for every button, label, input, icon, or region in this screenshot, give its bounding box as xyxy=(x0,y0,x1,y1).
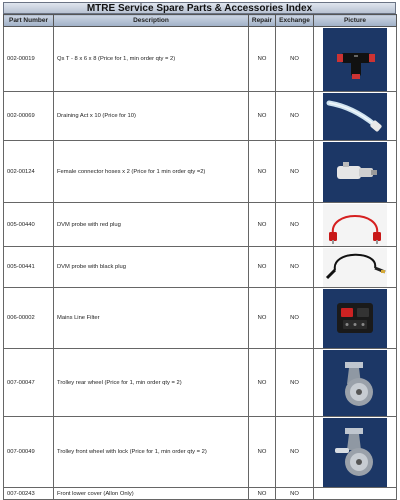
exchange-cell: NO xyxy=(276,488,314,500)
picture-cell xyxy=(314,288,397,349)
repair-cell: NO xyxy=(249,417,276,488)
description-cell: Trolley rear wheel (Price for 1, min order qty = 2) xyxy=(54,349,249,417)
black-probe-image xyxy=(323,248,387,287)
picture-cell xyxy=(314,141,397,203)
part-number-cell: 005-00441 xyxy=(4,247,54,288)
part-number-cell: 007-00047 xyxy=(4,349,54,417)
drain-tube-image xyxy=(323,93,387,140)
repair-cell: NO xyxy=(249,27,276,92)
picture-cell xyxy=(314,488,397,500)
part-number-cell: 007-00049 xyxy=(4,417,54,488)
part-number-cell: 006-00002 xyxy=(4,288,54,349)
tee-fitting-image xyxy=(323,28,387,91)
description-cell: DVM probe with black plug xyxy=(54,247,249,288)
picture-cell xyxy=(314,417,397,488)
picture-cell xyxy=(314,27,397,92)
description-cell: Female connector hoses x 2 (Price for 1 min order qty =2) xyxy=(54,141,249,203)
picture-cell xyxy=(314,92,397,141)
table-header-row xyxy=(4,15,397,27)
repair-cell: NO xyxy=(249,349,276,417)
table-row xyxy=(4,288,397,349)
exchange-cell: NO xyxy=(276,203,314,247)
repair-cell: NO xyxy=(249,203,276,247)
col-header-part-number: Part Number xyxy=(4,15,54,27)
index-title: MTRE Service Spare Parts & Accessories Index xyxy=(3,2,396,14)
table-row xyxy=(4,141,397,203)
exchange-cell: NO xyxy=(276,247,314,288)
description-cell: Mains Line Filter xyxy=(54,288,249,349)
part-number-cell: 002-00124 xyxy=(4,141,54,203)
picture-cell xyxy=(314,247,397,288)
exchange-cell: NO xyxy=(276,349,314,417)
col-header-picture: Picture xyxy=(314,15,397,27)
picture-cell xyxy=(314,349,397,417)
exchange-cell: NO xyxy=(276,288,314,349)
part-number-cell: 007-00243 xyxy=(4,488,54,500)
exchange-cell: NO xyxy=(276,141,314,203)
description-cell: Draining Act x 10 (Price for 10) xyxy=(54,92,249,141)
repair-cell: NO xyxy=(249,141,276,203)
repair-cell: NO xyxy=(249,488,276,500)
parts-table xyxy=(3,14,397,500)
rear-wheel-image xyxy=(323,350,387,416)
table-row xyxy=(4,488,397,500)
table-row xyxy=(4,92,397,141)
repair-cell: NO xyxy=(249,92,276,141)
repair-cell: NO xyxy=(249,247,276,288)
col-header-exchange: Exchange xyxy=(276,15,314,27)
front-wheel-image xyxy=(323,418,387,487)
col-header-repair: Repair xyxy=(249,15,276,27)
table-row xyxy=(4,203,397,247)
repair-cell: NO xyxy=(249,288,276,349)
description-cell: Front lower cover (Allon Only) xyxy=(54,488,249,500)
part-number-cell: 005-00440 xyxy=(4,203,54,247)
line-filter-image xyxy=(323,289,387,348)
description-cell: Qs T - 8 x 6 x 8 (Price for 1, min order qty = 2) xyxy=(54,27,249,92)
picture-cell xyxy=(314,203,397,247)
female-connector-image xyxy=(323,142,387,202)
table-row xyxy=(4,349,397,417)
exchange-cell: NO xyxy=(276,417,314,488)
table-row xyxy=(4,247,397,288)
red-probe-image xyxy=(323,204,387,246)
part-number-cell: 002-00019 xyxy=(4,27,54,92)
description-cell: DVM probe with red plug xyxy=(54,203,249,247)
col-header-description: Description xyxy=(54,15,249,27)
exchange-cell: NO xyxy=(276,27,314,92)
exchange-cell: NO xyxy=(276,92,314,141)
part-number-cell: 002-00069 xyxy=(4,92,54,141)
table-row xyxy=(4,27,397,92)
description-cell: Trolley front wheel with lock (Price for 1, min order qty = 2) xyxy=(54,417,249,488)
table-row xyxy=(4,417,397,488)
